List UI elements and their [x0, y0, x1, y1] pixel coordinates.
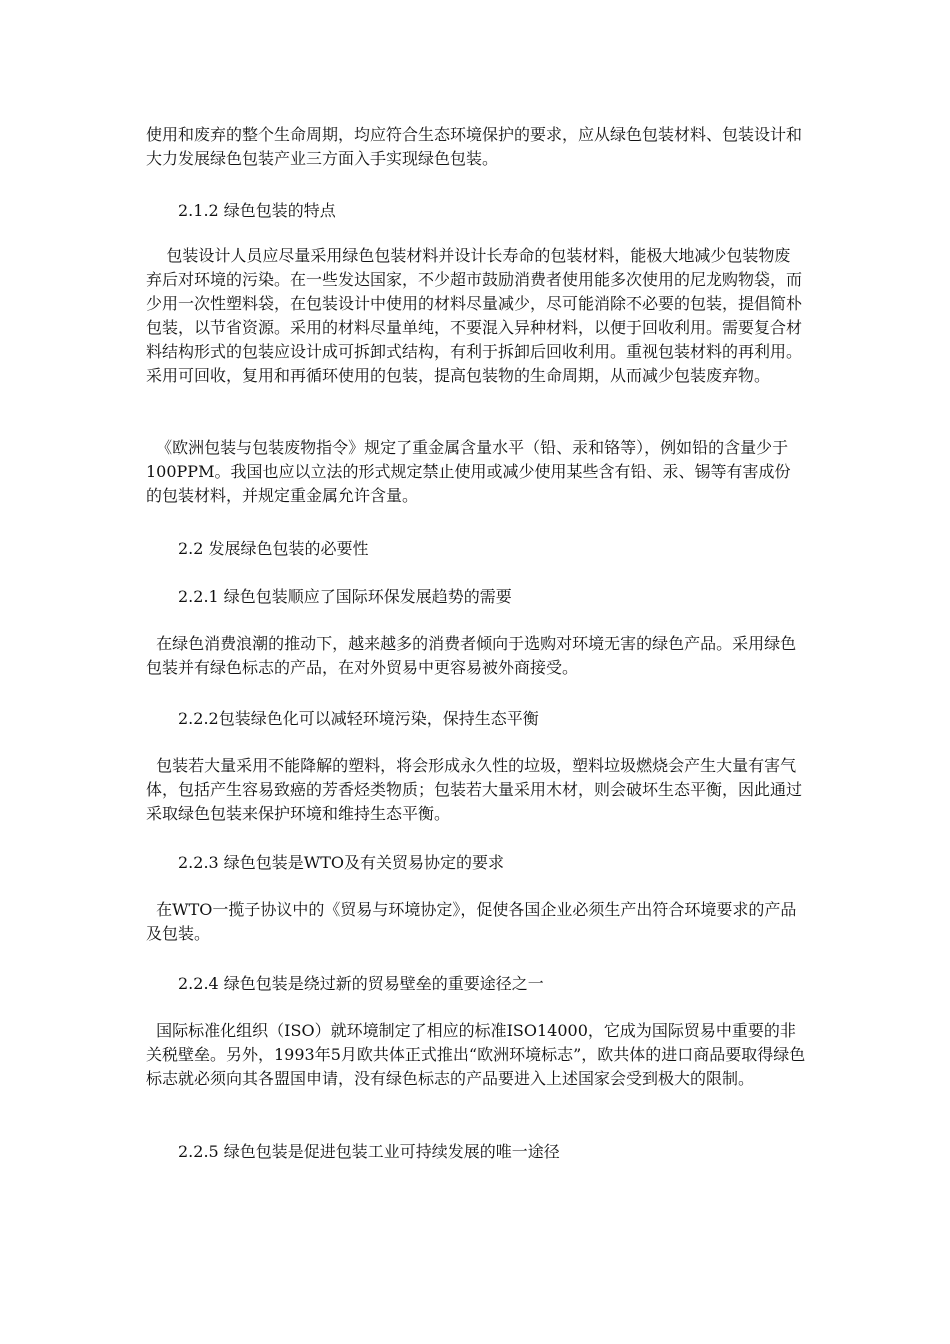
- heading-2-2-1: 2.2.1 绿色包装顺应了国际环保发展趋势的需要: [178, 587, 512, 606]
- paragraph-iso14000-barrier: 国际标准化组织（ISO）就环境制定了相应的标准ISO14000，它成为国际贸易中重要的非关税壁垒。另外，1993年5月欧共体正式推出“欧洲环境标志”，欧共体的进口商品要取得绿色标志就必须向其各盟国申请，没有绿色标志的产品要进入上述国家会受到极大的限制。: [146, 1021, 806, 1088]
- paragraph-green-consumption-trend: 在绿色消费浪潮的推动下，越来越多的消费者倾向于选购对环境无害的绿色产品。采用绿色包装并有绿色标志的产品，在对外贸易中更容易被外商接受。: [146, 634, 797, 677]
- paragraph-green-packaging-features: 包装设计人员应尽量采用绿色包装材料并设计长寿命的包装材料，能极大地减少包装物废弃后对环境的污染。在一些发达国家，不少超市鼓励消费者使用能多次使用的尼龙购物袋，而少用一次性塑料袋，在包装设计中使用的材料尽量减少，尽可能消除不必要的包装，提倡简朴包装，以节省资源。采用的材料尽量单纯，不要混入异种材料，以便于回收利用。需要复合材料结构形式的包装应设计成可拆卸式结构，有利于拆卸后回收利用。重视包装材料的再利用。采用可回收，复用和再循环使用的包装，提高包装物的生命周期，从而减少包装废弃物。: [146, 246, 803, 385]
- heading-2-2-2: 2.2.2包装绿色化可以减轻环境污染，保持生态平衡: [178, 709, 539, 728]
- paragraph-eu-packaging-directive: 《欧洲包装与包装废物指令》规定了重金属含量水平（铅、汞和铬等），例如铅的含量少于100PPM。我国也应以立法的形式规定禁止使用或减少使用某些含有铅、汞、锡等有害成份的包装材料，并规定重金属允许含量。: [146, 438, 791, 505]
- paragraph-environmental-pollution: 包装若大量采用不能降解的塑料，将会形成永久性的垃圾，塑料垃圾燃烧会产生大量有害气体，包括产生容易致癌的芳香烃类物质；包装若大量采用木材，则会破坏生态平衡，因此通过采取绿色包装来保护环境和维持生态平衡。: [146, 756, 803, 823]
- heading-2-2-3: 2.2.3 绿色包装是WTO及有关贸易协定的要求: [178, 853, 505, 872]
- heading-2-2-4: 2.2.4 绿色包装是绕过新的贸易壁垒的重要途径之一: [178, 974, 544, 993]
- paragraph-green-packaging-lifecycle: 使用和废弃的整个生命周期，均应符合生态环境保护的要求，应从绿色包装材料、包装设计和大力发展绿色包装产业三方面入手实现绿色包装。: [146, 125, 803, 168]
- heading-2-2: 2.2 发展绿色包装的必要性: [178, 539, 369, 558]
- paragraph-wto-agreement: 在WTO一揽子协议中的《贸易与环境协定》，促使各国企业必须生产出符合环境要求的产品及包装。: [146, 900, 797, 943]
- heading-2-2-5: 2.2.5 绿色包装是促进包装工业可持续发展的唯一途径: [178, 1142, 560, 1161]
- heading-2-1-2: 2.1.2 绿色包装的特点: [178, 201, 336, 220]
